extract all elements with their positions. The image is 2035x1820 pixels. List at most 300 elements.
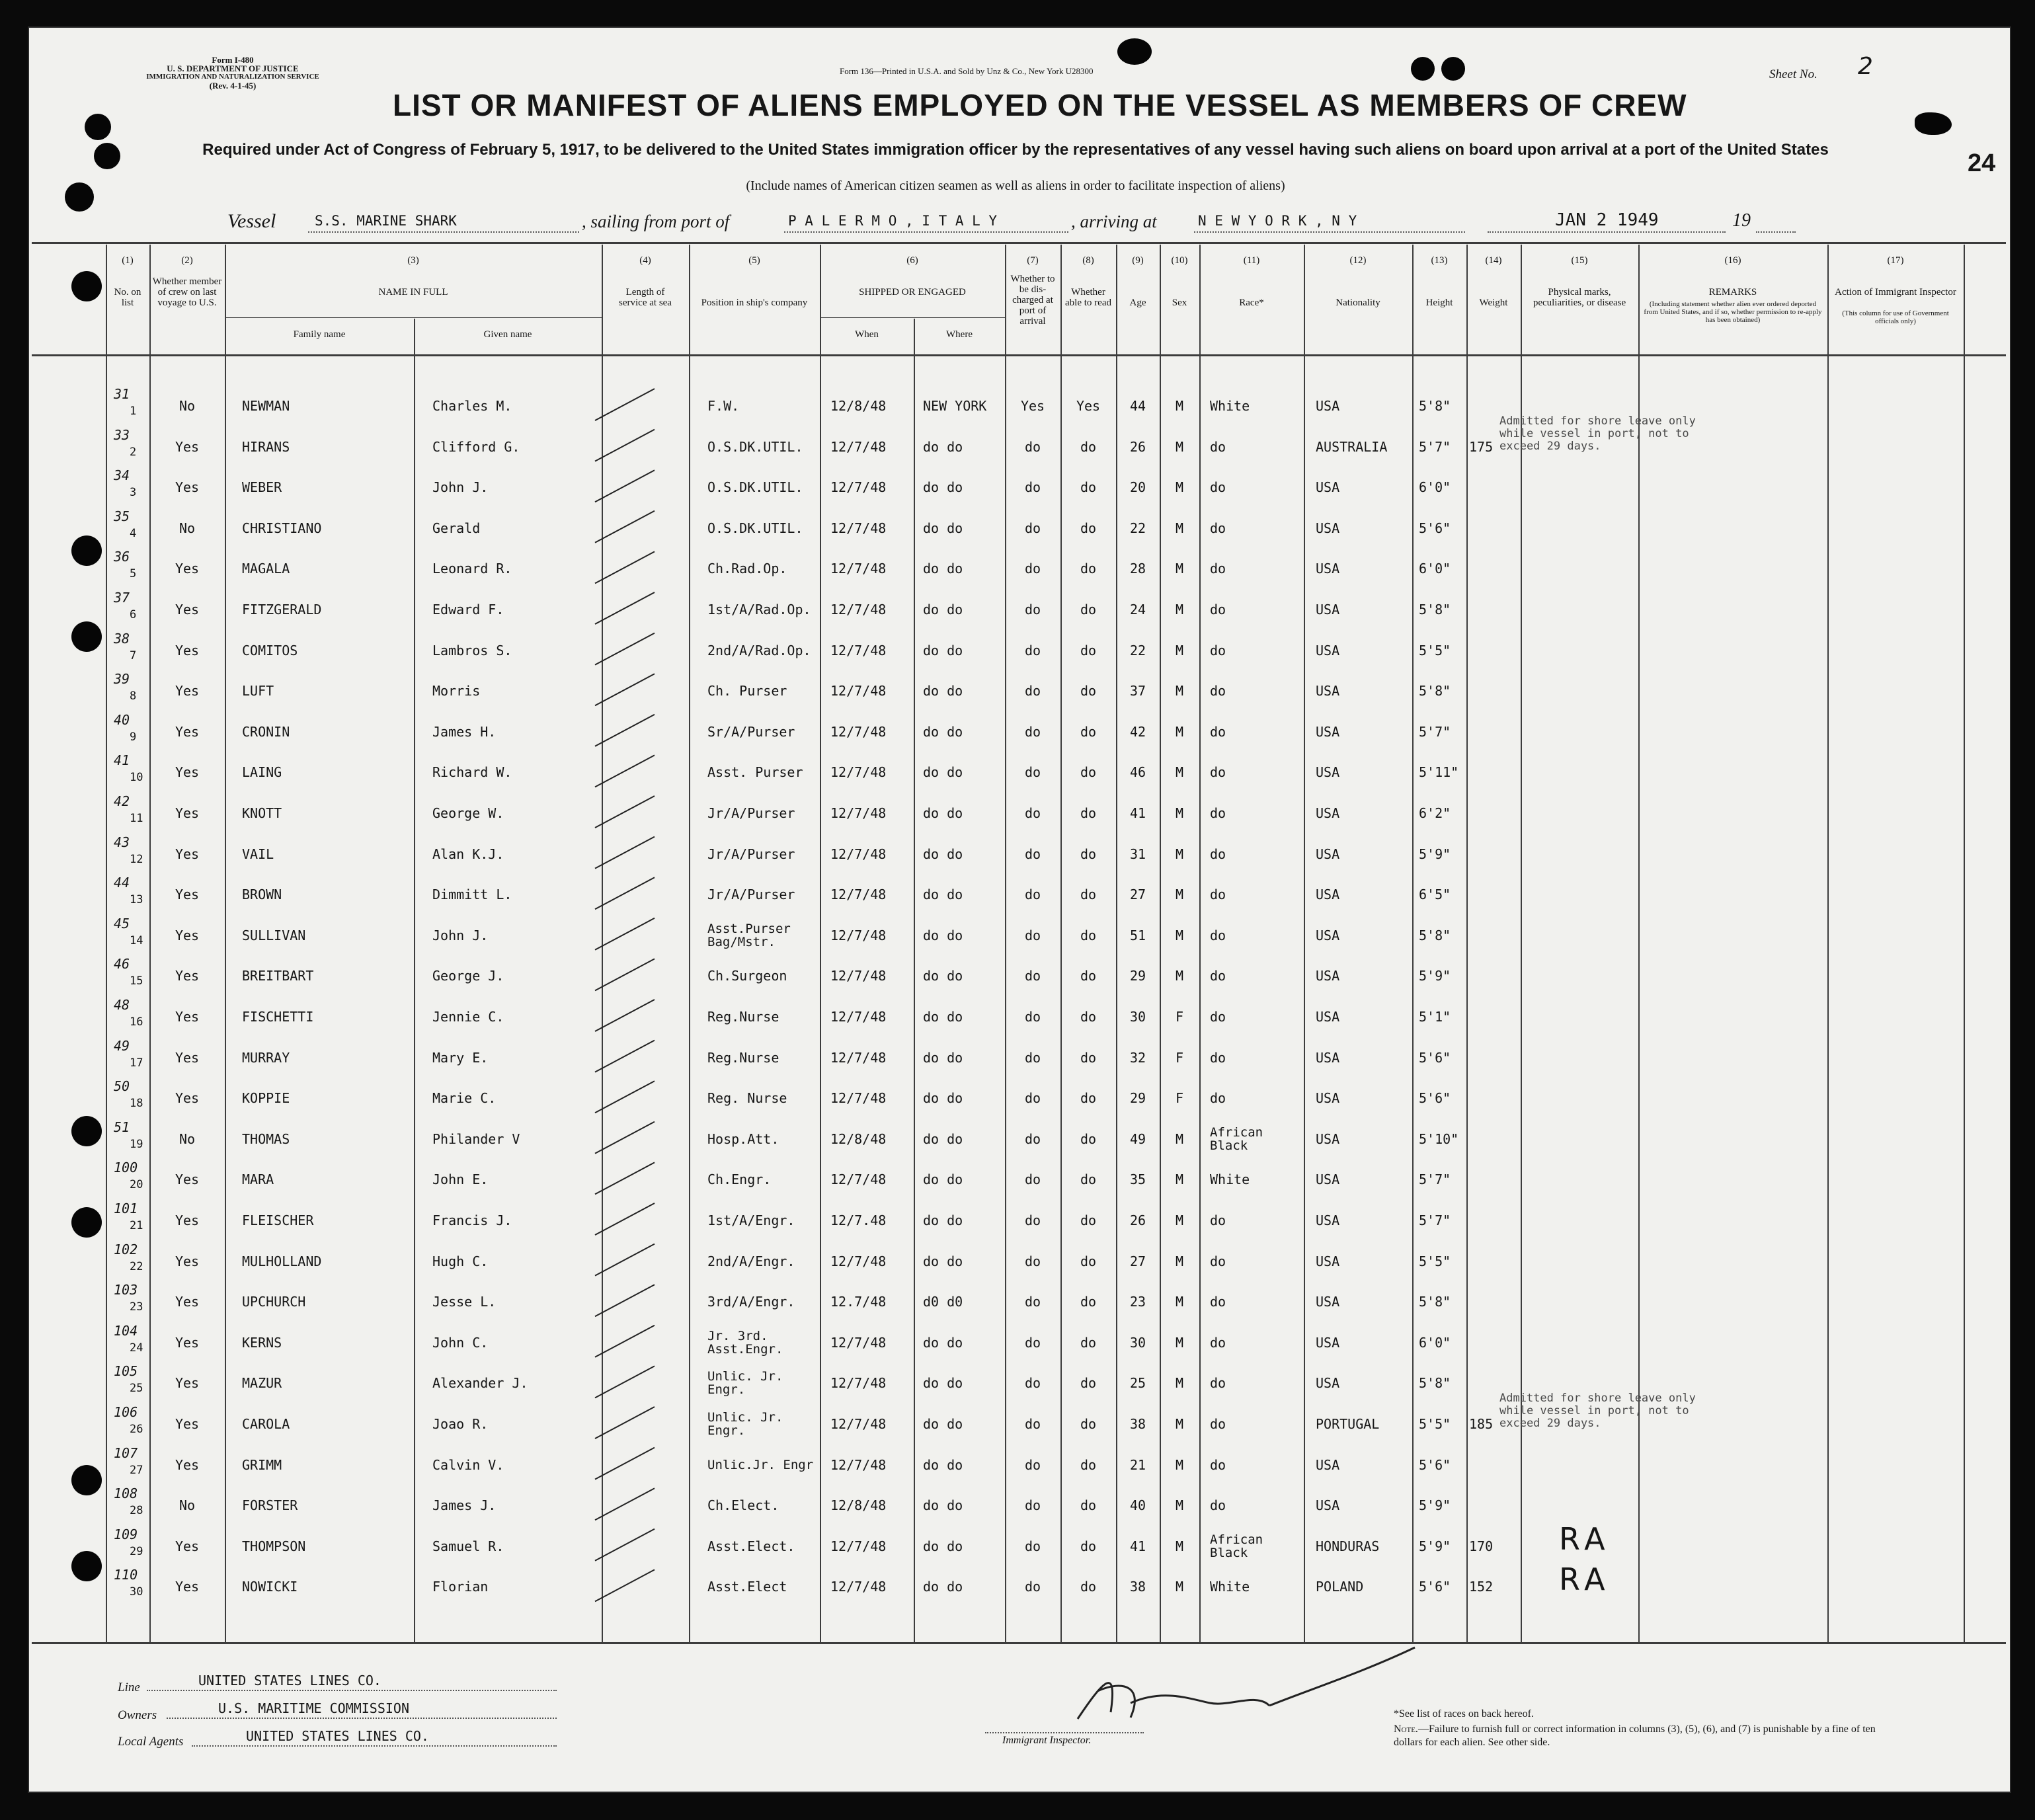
cell-height: 5'10": [1419, 1130, 1459, 1147]
cell-age: 27: [1129, 1253, 1146, 1269]
cell-when: 12/7/48: [830, 683, 887, 699]
cell-family: VAIL: [242, 846, 274, 862]
service-check-stroke: [595, 430, 655, 461]
cell-last: Yes: [175, 1538, 200, 1554]
cell-discharge: do: [1024, 1294, 1041, 1310]
punch-hole: [71, 271, 102, 301]
cell-race: do: [1210, 723, 1226, 740]
punch-hole: [94, 143, 120, 169]
cell-race: African Black: [1210, 1125, 1263, 1153]
cell-where: do do: [923, 764, 963, 781]
arrival-date-stamp: JAN 2 1949: [1555, 210, 1659, 230]
cell-weight: 170: [1469, 1538, 1494, 1554]
cell-race: do: [1210, 1009, 1226, 1025]
cell-position: Reg.Nurse: [707, 1009, 779, 1025]
cell-age: 51: [1129, 927, 1146, 943]
cell-height: 5'9": [1419, 968, 1451, 984]
cell-sex: M: [1175, 968, 1184, 984]
cell-where: do do: [923, 723, 963, 740]
cell-height: 5'5": [1419, 642, 1451, 658]
punch-hole: [71, 535, 102, 566]
cell-weight: 152: [1469, 1579, 1494, 1595]
cell-family: SULLIVAN: [242, 927, 306, 943]
cell-nat: USA: [1316, 1212, 1340, 1228]
cell-position: Asst.Elect: [707, 1579, 787, 1595]
row-handwritten-number: 104: [114, 1322, 138, 1339]
punch-hole: [71, 621, 102, 652]
cell-discharge: do: [1024, 520, 1041, 536]
cell-height: 5'9": [1419, 1497, 1451, 1514]
cell-age: 25: [1129, 1375, 1146, 1392]
cell-given: Leonard R.: [432, 561, 512, 577]
cell-position: Unlic. Jr. Engr.: [707, 1369, 783, 1398]
cell-where: do do: [923, 1009, 963, 1025]
row-number: 1: [130, 405, 137, 418]
cell-age: 32: [1129, 1049, 1146, 1066]
cell-where: do do: [923, 438, 963, 455]
cell-discharge: do: [1024, 1253, 1041, 1269]
cell-discharge: do: [1024, 1130, 1041, 1147]
cell-when: 12/7/48: [830, 723, 887, 740]
cell-height: 5'8": [1419, 683, 1451, 699]
cell-last: Yes: [175, 764, 200, 781]
cell-position: Hosp.Att.: [707, 1130, 779, 1147]
department: U. S. DEPARTMENT OF JUSTICE: [167, 63, 299, 73]
cell-race: do: [1210, 1294, 1226, 1310]
cell-sex: M: [1175, 846, 1184, 862]
cell-discharge: do: [1024, 764, 1041, 781]
cell-height: 6'5": [1419, 887, 1451, 903]
cell-position: 2nd/A/Engr.: [707, 1253, 795, 1269]
cell-age: 40: [1129, 1497, 1146, 1514]
cell-family: FISCHETTI: [242, 1009, 314, 1025]
row-handwritten-number: 49: [114, 1037, 130, 1054]
col-12-number: (12): [1349, 255, 1367, 266]
col-3-family-header: Family name: [293, 329, 346, 340]
sailing-label: , sailing from port of: [582, 212, 730, 231]
cell-race: do: [1210, 520, 1226, 536]
fine-note: [1394, 1723, 1883, 1749]
cell-age: 27: [1129, 887, 1146, 903]
cell-where: do do: [923, 846, 963, 862]
cell-read: do: [1080, 479, 1097, 496]
row-handwritten-number: 40: [114, 711, 130, 728]
cell-sex: F: [1175, 1049, 1184, 1066]
cell-position: Ch.Surgeon: [707, 968, 787, 984]
punch-hole: [65, 182, 94, 212]
row-handwritten-number: 103: [114, 1282, 138, 1298]
cell-position: O.S.DK.UTIL.: [707, 479, 803, 496]
cell-position: Ch.Elect.: [707, 1497, 779, 1514]
cell-discharge: do: [1024, 927, 1041, 943]
cell-height: 6'0": [1419, 1334, 1451, 1351]
cell-given: Richard W.: [432, 764, 512, 781]
cell-weight: 185: [1469, 1416, 1494, 1432]
cell-where: do do: [923, 1497, 963, 1514]
cell-position: Jr. 3rd. Asst.Engr.: [707, 1328, 783, 1357]
cell-given: Alexander J.: [432, 1375, 528, 1392]
cell-read: do: [1080, 764, 1097, 781]
cell-read: do: [1080, 602, 1097, 617]
cell-given: Calvin V.: [432, 1456, 504, 1473]
cell-height: 5'5": [1419, 1416, 1451, 1432]
cell-read: do: [1080, 887, 1097, 903]
cell-family: CAROLA: [242, 1416, 290, 1432]
cell-read: do: [1080, 438, 1097, 455]
cell-given: Jesse L.: [432, 1294, 497, 1310]
cell-family: CRONIN: [242, 723, 290, 740]
cell-given: Gerald: [432, 520, 481, 536]
row-number: 14: [130, 933, 143, 947]
cell-position: Sr/A/Purser: [707, 723, 795, 740]
cell-where: do do: [923, 1416, 963, 1432]
inspector-label: Immigrant Inspector.: [1002, 1735, 1092, 1746]
cell-position: 2nd/A/Rad.Op.: [707, 642, 811, 658]
cell-sex: M: [1175, 1579, 1184, 1595]
cell-sex: M: [1175, 1538, 1184, 1554]
cell-read: do: [1080, 683, 1097, 699]
col-3-number: (3): [407, 255, 419, 266]
cell-age: 21: [1129, 1456, 1146, 1473]
cell-discharge: do: [1024, 1049, 1041, 1066]
cell-family: GRIMM: [242, 1456, 282, 1473]
line-label: Line: [118, 1681, 140, 1694]
cell-read: do: [1080, 1171, 1097, 1188]
cell-family: BREITBART: [242, 968, 314, 984]
row-handwritten-number: 105: [114, 1363, 138, 1380]
cell-nat: USA: [1316, 1375, 1340, 1392]
cell-weight: 175: [1469, 438, 1494, 455]
cell-last: Yes: [175, 642, 200, 658]
cell-when: 12/7/48: [830, 1253, 887, 1269]
cell-discharge: do: [1024, 683, 1041, 699]
row-handwritten-number: 106: [114, 1404, 138, 1420]
cell-discharge: do: [1024, 642, 1041, 658]
col-13-header: Height: [1425, 297, 1453, 308]
cell-age: 46: [1129, 764, 1146, 781]
cell-family: MULHOLLAND: [242, 1253, 322, 1269]
col-1-header: No. on list: [114, 287, 141, 308]
punch-hole: [1411, 57, 1435, 81]
cell-given: Clifford G.: [432, 438, 520, 455]
row-number: 2: [130, 445, 137, 459]
cell-age: 35: [1129, 1171, 1146, 1188]
cell-where: do do: [923, 1375, 963, 1392]
cell-given: George J.: [432, 968, 504, 984]
service-check-stroke: [595, 1569, 655, 1601]
cell-discharge: do: [1024, 1456, 1041, 1473]
cell-discharge: do: [1024, 1416, 1041, 1432]
cell-position: 1st/A/Rad.Op.: [707, 602, 811, 617]
cell-family: COMITOS: [242, 642, 298, 658]
cell-discharge: do: [1024, 1212, 1041, 1228]
col-2-number: (2): [181, 255, 193, 266]
cell-age: 49: [1129, 1130, 1146, 1147]
cell-given: John E.: [432, 1171, 489, 1188]
cell-where: do do: [923, 1579, 963, 1595]
cell-given: Dimmitt L.: [432, 887, 512, 903]
cell-family: MURRAY: [242, 1049, 290, 1066]
col-4-number: (4): [639, 255, 651, 266]
col-6-header: SHIPPED OR ENGAGED: [859, 287, 966, 297]
cell-where: do do: [923, 927, 963, 943]
row-handwritten-number: 37: [114, 590, 130, 606]
row-number: 28: [130, 1504, 143, 1518]
cell-given: John J.: [432, 479, 489, 496]
cell-age: 22: [1129, 642, 1146, 658]
service-check-stroke: [595, 1448, 655, 1480]
cell-sex: M: [1175, 479, 1184, 496]
fine-note-label: Note.: [1394, 1723, 1418, 1735]
cell-last: Yes: [175, 805, 200, 821]
cell-when: 12/7/48: [830, 1456, 887, 1473]
cell-discharge: do: [1024, 846, 1041, 862]
cell-last: Yes: [175, 1212, 200, 1228]
cell-sex: M: [1175, 1171, 1184, 1188]
cell-when: 12/7/48: [830, 1049, 887, 1066]
cell-nat: USA: [1316, 805, 1340, 821]
row-number: 17: [130, 1056, 143, 1070]
cell-read: do: [1080, 642, 1097, 658]
cell-read: do: [1080, 1009, 1097, 1025]
cell-position: Unlic.Jr. Engr: [707, 1457, 814, 1472]
service-check-stroke: [595, 1122, 655, 1154]
form-revision: (Rev. 4-1-45): [209, 81, 257, 91]
cell-read: do: [1080, 561, 1097, 577]
service-check-stroke: [595, 1325, 655, 1357]
cell-discharge: do: [1024, 723, 1041, 740]
cell-discharge: do: [1024, 805, 1041, 821]
cell-last: Yes: [175, 561, 200, 577]
row-handwritten-number: 33: [114, 426, 130, 443]
col-3-header: NAME IN FULL: [378, 287, 448, 297]
cell-age: 30: [1129, 1009, 1146, 1025]
cell-discharge: do: [1024, 1334, 1041, 1351]
cell-where: do do: [923, 602, 963, 617]
col-10-number: (10): [1171, 255, 1188, 266]
cell-sex: M: [1175, 520, 1184, 536]
cell-race: do: [1210, 846, 1226, 862]
service-check-stroke: [595, 959, 655, 990]
cell-when: 12/7/48: [830, 1538, 887, 1554]
cell-when: 12/7/48: [830, 1579, 887, 1595]
cell-nat: USA: [1316, 479, 1340, 496]
row-number: 21: [130, 1219, 143, 1232]
cell-nat: USA: [1316, 764, 1340, 781]
col-1-number: (1): [122, 255, 134, 266]
cell-nat: USA: [1316, 1497, 1340, 1514]
row-handwritten-number: 39: [114, 671, 130, 688]
service-check-stroke: [595, 755, 655, 787]
cell-discharge: do: [1024, 561, 1041, 577]
cell-when: 12/7/48: [830, 602, 887, 617]
row-handwritten-number: 38: [114, 630, 130, 647]
cell-when: 12/7/48: [830, 764, 887, 781]
cell-read: do: [1080, 1579, 1097, 1595]
cell-when: 12/7/48: [830, 520, 887, 536]
col-10-header: Sex: [1172, 297, 1187, 308]
cell-nat: USA: [1316, 723, 1340, 740]
cell-sex: M: [1175, 1253, 1184, 1269]
service-check-stroke: [595, 674, 655, 705]
cell-when: 12/7/48: [830, 805, 887, 821]
cell-given: Florian: [432, 1579, 489, 1595]
cell-last: Yes: [175, 1294, 200, 1310]
cell-read: do: [1080, 520, 1097, 536]
service-check-stroke: [595, 715, 655, 746]
service-check-stroke: [595, 511, 655, 543]
cell-position: Reg. Nurse: [707, 1090, 787, 1107]
page-subtitle: Required under Act of Congress of February 5, 1917, to be delivered to the United States immigration officer by the representatives of any vessel having such aliens on board upon arrival at a port of the United States: [202, 141, 1829, 159]
row-handwritten-number: 109: [114, 1526, 138, 1542]
row-number: 26: [130, 1423, 143, 1436]
col-12-header: Nationality: [1336, 297, 1380, 308]
cell-sex: M: [1175, 1294, 1184, 1310]
cell-family: FLEISCHER: [242, 1212, 314, 1228]
service-check-stroke: [595, 1203, 655, 1235]
service-check-stroke: [595, 1285, 655, 1316]
cell-where: NEW YORK: [923, 398, 987, 414]
cell-when: 12/7/48: [830, 887, 887, 903]
cell-age: 26: [1129, 1212, 1146, 1228]
cell-height: 5'9": [1419, 846, 1451, 862]
cell-last: No: [179, 398, 196, 414]
cell-sex: M: [1175, 805, 1184, 821]
cell-position: Jr/A/Purser: [707, 887, 795, 903]
cell-height: 5'9": [1419, 1538, 1451, 1554]
cell-discharge: do: [1024, 1090, 1041, 1107]
cell-race: do: [1210, 764, 1226, 781]
cell-height: 5'6": [1419, 520, 1451, 536]
row-handwritten-number: 41: [114, 752, 130, 769]
cell-family: CHRISTIANO: [242, 520, 322, 536]
cell-sex: M: [1175, 764, 1184, 781]
cell-race: do: [1210, 1334, 1226, 1351]
col-3-given-header: Given name: [483, 329, 532, 340]
cell-position: Ch.Engr.: [707, 1171, 772, 1188]
cell-race: do: [1210, 1090, 1226, 1107]
cell-race: do: [1210, 642, 1226, 658]
cell-age: 23: [1129, 1294, 1146, 1310]
cell-height: 5'8": [1419, 1375, 1451, 1392]
cell-read: do: [1080, 846, 1097, 862]
cell-given: Francis J.: [432, 1212, 512, 1228]
cell-read: do: [1080, 968, 1097, 984]
service-check-stroke: [595, 633, 655, 665]
cell-discharge: do: [1024, 1497, 1041, 1514]
col-16-note: (Including statement whether alien ever ordered deported from United States, and if so, whether permission to re-apply has been obtained): [1644, 300, 1822, 324]
col-17-number: (17): [1887, 255, 1904, 266]
cell-last: Yes: [175, 438, 200, 455]
row-handwritten-number: 51: [114, 1119, 130, 1135]
service-check-stroke: [595, 1041, 655, 1072]
cell-where: do do: [923, 561, 963, 577]
cell-discharge: do: [1024, 1009, 1041, 1025]
cell-family: FORSTER: [242, 1497, 298, 1514]
cell-where: d0 d0: [923, 1294, 963, 1310]
row-number: 6: [130, 608, 137, 621]
cell-discharge: Yes: [1020, 398, 1045, 414]
cell-sex: M: [1175, 1130, 1184, 1147]
cell-height: 5'6": [1419, 1049, 1451, 1066]
col-5-header: Position in ship's company: [701, 297, 808, 308]
cell-last: Yes: [175, 927, 200, 943]
cell-height: 5'8": [1419, 927, 1451, 943]
cell-family: WEBER: [242, 479, 282, 496]
row-handwritten-number: 36: [114, 549, 130, 565]
row-number: 16: [130, 1015, 143, 1029]
arriving-at: N E W Y O R K , N Y: [1198, 213, 1357, 229]
cell-when: 12/7/48: [830, 846, 887, 862]
cell-last: Yes: [175, 846, 200, 862]
cell-last: Yes: [175, 887, 200, 903]
service-check-stroke: [595, 470, 655, 502]
cell-age: 42: [1129, 723, 1146, 740]
line-value: UNITED STATES LINES CO.: [198, 1673, 381, 1688]
row-handwritten-number: 42: [114, 793, 130, 809]
cell-remarks: Admitted for shore leave only while vessel in port, not to exceed 29 days.: [1499, 414, 1696, 453]
cell-position: 3rd/A/Engr.: [707, 1294, 795, 1310]
cell-nat: USA: [1316, 927, 1340, 943]
service-check-stroke: [595, 389, 655, 420]
cell-where: do do: [923, 1538, 963, 1554]
cell-age: 38: [1129, 1579, 1146, 1595]
cell-nat: USA: [1316, 887, 1340, 903]
cell-given: Hugh C.: [432, 1253, 489, 1269]
cell-read: do: [1080, 1130, 1097, 1147]
cell-when: 12/7/48: [830, 438, 887, 455]
cell-where: do do: [923, 1456, 963, 1473]
agents-label: Local Agents: [118, 1735, 184, 1749]
fine-note-text: —Failure to furnish full or correct information in columns (3), (5), (6), and (7) is punishable by a fine of ten dollars for each alien. See other side.: [1394, 1723, 1876, 1748]
page-instruction: (Include names of American citizen seamen as well as aliens in order to facilitate inspection of aliens): [746, 178, 1285, 193]
col-8-number: (8): [1082, 255, 1094, 266]
cell-discharge: do: [1024, 968, 1041, 984]
col-9-header: Age: [1129, 297, 1146, 308]
cell-remarks: RA: [1559, 1562, 1611, 1598]
cell-when: 12/7/48: [830, 968, 887, 984]
cell-remarks: Admitted for shore leave only while vessel in port, not to exceed 29 days.: [1499, 1392, 1696, 1430]
cell-position: O.S.DK.UTIL.: [707, 438, 803, 455]
service-check-stroke: [595, 1000, 655, 1031]
cell-given: Lambros S.: [432, 642, 512, 658]
cell-sex: M: [1175, 1497, 1184, 1514]
row-number: 25: [130, 1382, 143, 1396]
cell-when: 12/8/48: [830, 398, 887, 414]
cell-sex: M: [1175, 1416, 1184, 1432]
row-handwritten-number: 43: [114, 834, 130, 850]
cell-where: do do: [923, 968, 963, 984]
cell-given: James H.: [432, 723, 497, 740]
service-check-stroke: [595, 1488, 655, 1520]
vessel-name: S.S. MARINE SHARK: [315, 213, 457, 229]
cell-height: 5'6": [1419, 1456, 1451, 1473]
row-number: 9: [130, 730, 137, 744]
cell-position: Asst.Purser Bag/Mstr.: [707, 921, 791, 949]
cell-age: 29: [1129, 968, 1146, 984]
row-number: 27: [130, 1463, 143, 1477]
cell-height: 5'11": [1419, 764, 1459, 781]
cell-where: do do: [923, 805, 963, 821]
cell-height: 5'6": [1419, 1579, 1451, 1595]
cell-read: do: [1080, 927, 1097, 943]
cell-read: do: [1080, 1375, 1097, 1392]
cell-last: Yes: [175, 1416, 200, 1432]
cell-nat: POLAND: [1316, 1579, 1364, 1595]
cell-sex: M: [1175, 1212, 1184, 1228]
cell-race: do: [1210, 602, 1226, 617]
cell-family: THOMAS: [242, 1130, 290, 1147]
